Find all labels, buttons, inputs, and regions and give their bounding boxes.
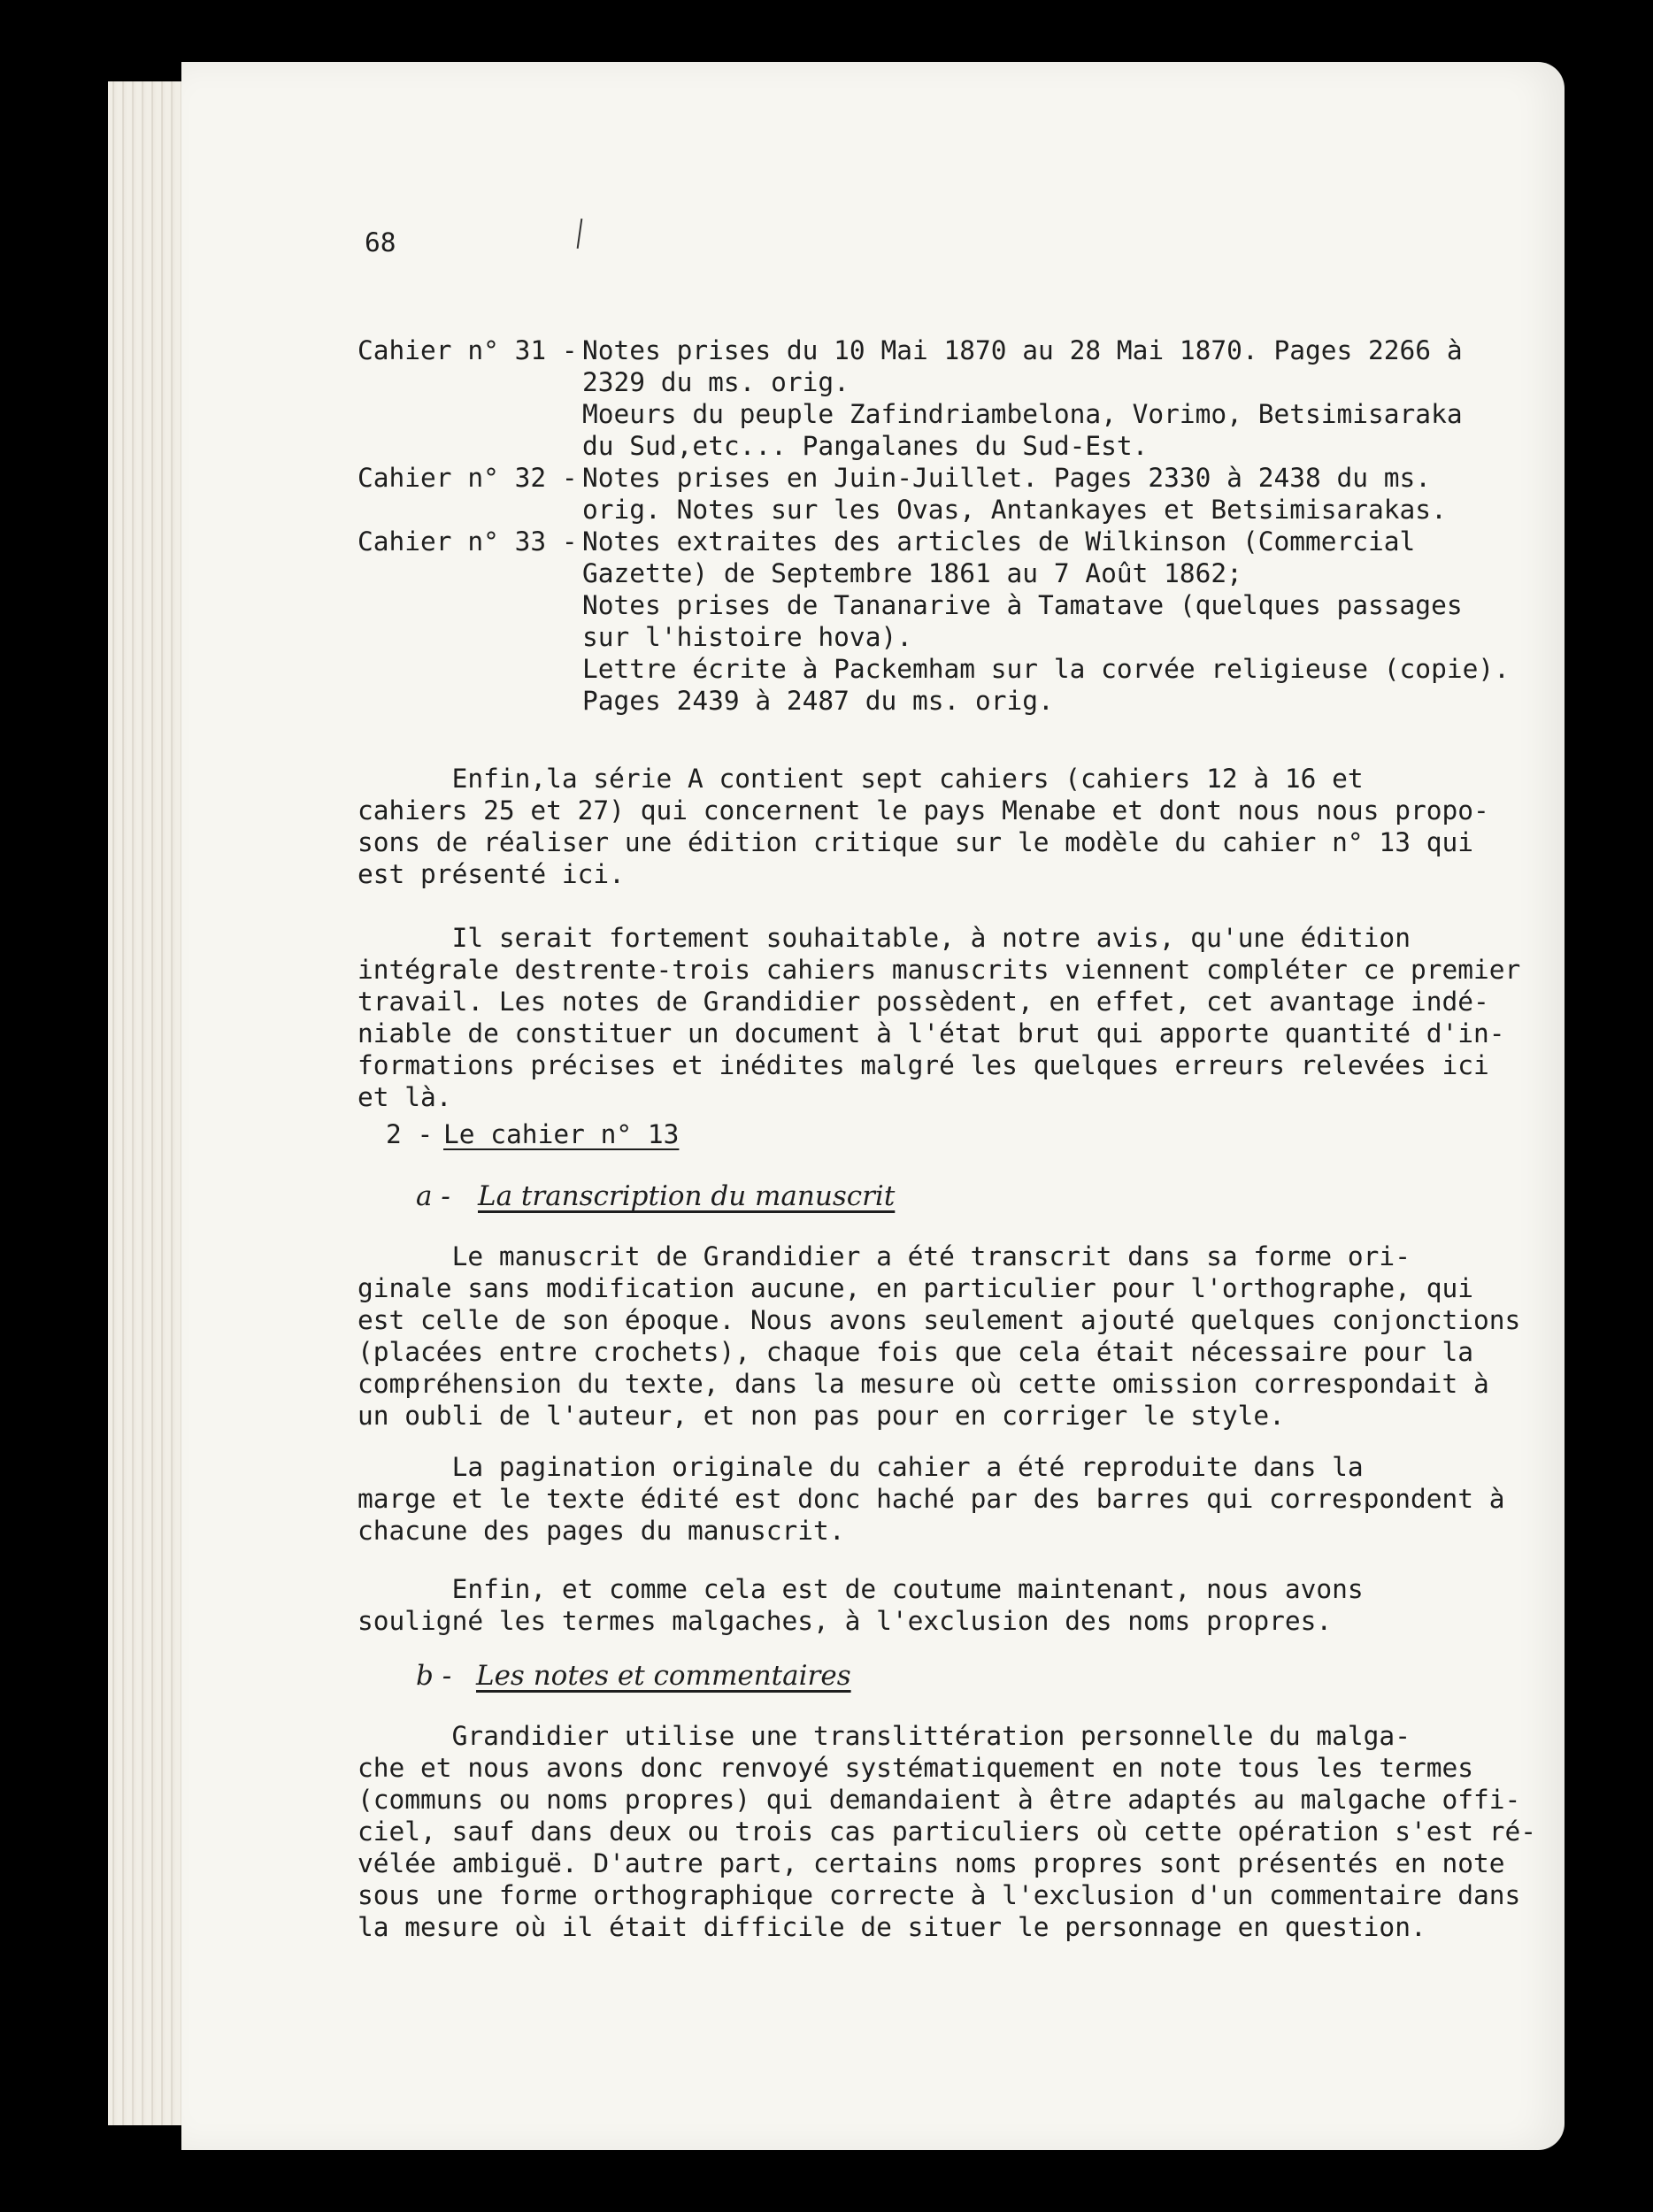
paragraph-line: la mesure où il était difficile de situer le personnage en question. [358, 1912, 1426, 1942]
paragraph-line: Le manuscrit de Grandidier a été transcrit dans sa forme ori- [358, 1241, 1411, 1271]
page-number: 68 [365, 227, 396, 257]
entry-label-33: Cahier n° 33 - [358, 526, 594, 557]
paragraph-line: vélée ambiguë. D'autre part, certains noms propres sont présentés en note [358, 1848, 1505, 1878]
paragraph-line: est présenté ici. [358, 859, 625, 889]
section-number: 2 - [386, 1119, 450, 1149]
entry-label-31: Cahier n° 31 - [358, 335, 594, 365]
paragraph-line: ginale sans modification aucune, en particulier pour l'orthographe, qui [358, 1273, 1473, 1303]
entry-33-line: Notes extraites des articles de Wilkinson (Commercial [582, 526, 1416, 557]
subsection-title: Les notes et commentaires [476, 1660, 851, 1692]
paragraph-line: Enfin,la série A contient sept cahiers (cahiers 12 à 16 et [358, 764, 1364, 794]
paragraph-line: (communs ou noms propres) qui demandaient à être adaptés au malgache offi- [358, 1785, 1521, 1815]
paragraph-line: Grandidier utilise une translittération personnelle du malga- [358, 1721, 1411, 1751]
subsection-letter: b - [416, 1660, 461, 1692]
entry-33-line: Pages 2439 à 2487 du ms. orig. [582, 686, 1054, 716]
paragraph-line: cahiers 25 et 27) qui concernent le pays Menabe et dont nous nous propo- [358, 795, 1489, 826]
subsection-title: La transcription du manuscrit [478, 1180, 896, 1212]
paragraph-line: Enfin, et comme cela est de coutume maintenant, nous avons [358, 1574, 1364, 1604]
entry-33-line: Notes prises de Tananarive à Tamatave (quelques passages [582, 590, 1463, 620]
entry-33-line: Lettre écrite à Packemham sur la corvée religieuse (copie). [582, 654, 1510, 684]
paragraph-line: travail. Les notes de Grandidier possèdent, en effet, cet avantage indé- [358, 987, 1489, 1017]
paragraph-line: formations précises et inédites malgré les quelques erreurs relevées ici [358, 1050, 1489, 1080]
book-page-edges [108, 81, 188, 2125]
entry-31-line: 2329 du ms. orig. [582, 367, 850, 397]
section-title: Le cahier n° 13 [443, 1119, 680, 1149]
paragraph-line: chacune des pages du manuscrit. [358, 1516, 845, 1546]
entry-33-line: sur l'histoire hova). [582, 622, 912, 652]
paragraph-line: intégrale destrente-trois cahiers manuscrits viennent compléter ce premier [358, 955, 1521, 985]
paragraph-line: che et nous avons donc renvoyé systématiquement en note tous les termes [358, 1753, 1473, 1783]
paragraph-line: un oubli de l'auteur, et non pas pour en corriger le style. [358, 1401, 1285, 1431]
entry-31-line: du Sud,etc... Pangalanes du Sud-Est. [582, 431, 1149, 461]
paragraph-line: souligné les termes malgaches, à l'exclusion des noms propres. [358, 1606, 1333, 1636]
entry-32-line: Notes prises en Juin-Juillet. Pages 2330 à 2438 du ms. [582, 463, 1432, 493]
entry-31-line: Moeurs du peuple Zafindriambelona, Vorimo, Betsimisaraka [582, 399, 1463, 429]
paragraph-line: est celle de son époque. Nous avons seulement ajouté quelques conjonctions [358, 1305, 1521, 1335]
entry-label-32: Cahier n° 32 - [358, 463, 594, 493]
subsection-letter: a - [416, 1180, 459, 1212]
paragraph-line: La pagination originale du cahier a été reproduite dans la [358, 1452, 1364, 1482]
paragraph-line: ciel, sauf dans deux ou trois cas particuliers où cette opération s'est ré- [358, 1816, 1537, 1847]
paragraph-line: (placées entre crochets), chaque fois que cela était nécessaire pour la [358, 1337, 1473, 1367]
paragraph-line: niable de constituer un document à l'état brut qui apporte quantité d'in- [358, 1018, 1505, 1048]
entry-32-line: orig. Notes sur les Ovas, Antankayes et Betsimisarakas. [582, 495, 1447, 525]
entry-31-line: Notes prises du 10 Mai 1870 au 28 Mai 1870. Pages 2266 à [582, 335, 1463, 365]
paragraph-line: et là. [358, 1082, 452, 1112]
paragraph-line: marge et le texte édité est donc haché par des barres qui correspondent à [358, 1484, 1505, 1514]
paragraph-line: sous une forme orthographique correcte à l'exclusion d'un commentaire dans [358, 1880, 1521, 1910]
paragraph-line: Il serait fortement souhaitable, à notre avis, qu'une édition [358, 923, 1411, 953]
paragraph-line: compréhension du texte, dans la mesure où cette omission correspondait à [358, 1369, 1489, 1399]
entry-33-line: Gazette) de Septembre 1861 au 7 Août 1862; [582, 558, 1242, 588]
paragraph-line: sons de réaliser une édition critique sur le modèle du cahier n° 13 qui [358, 827, 1473, 857]
